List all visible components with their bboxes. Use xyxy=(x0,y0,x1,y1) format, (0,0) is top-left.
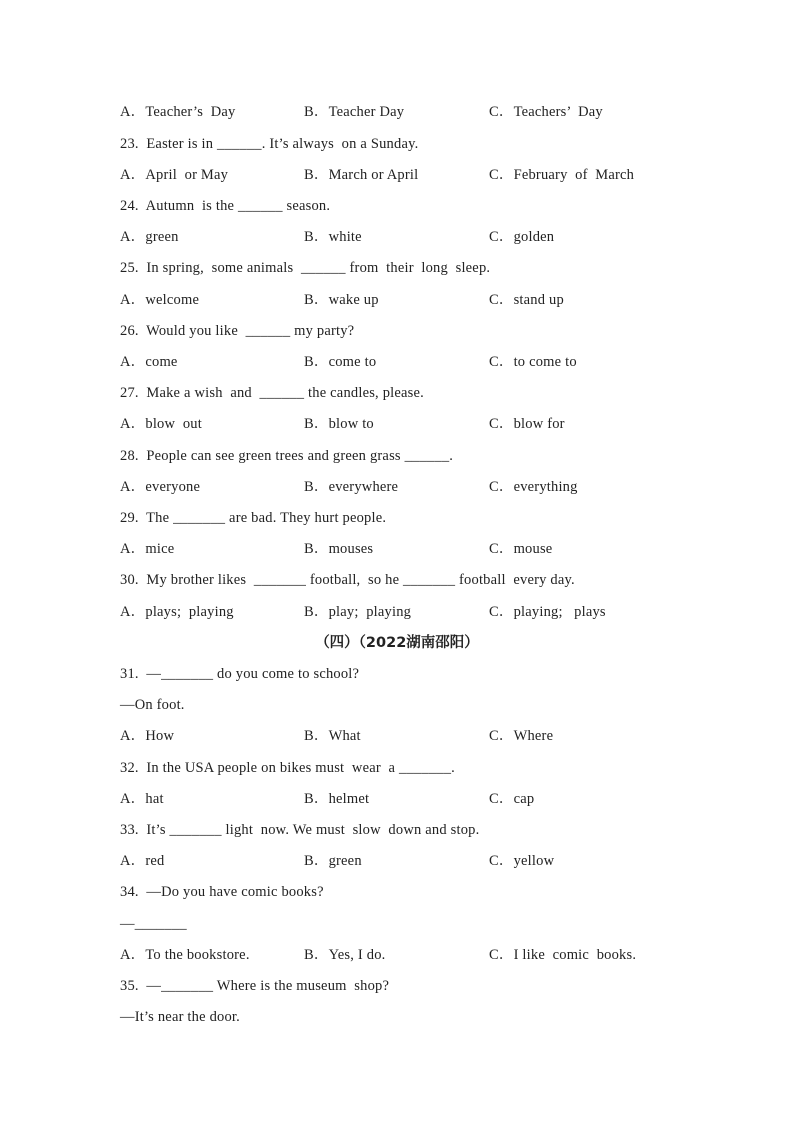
q28-option-a: A．everyone xyxy=(120,479,201,495)
q32-option-c: C．cap xyxy=(489,791,535,807)
q29-stem: 29. The _______ are bad. They hurt people. xyxy=(120,510,387,526)
q34-stem: 34. —Do you have comic books? xyxy=(120,884,324,900)
q35-reply: —It’s near the door. xyxy=(120,1009,240,1025)
q24-option-b: B．white xyxy=(304,229,362,245)
q30-stem: 30. My brother likes _______ football, so he _______ football every day. xyxy=(120,572,575,588)
q23-option-c: C．February of March xyxy=(489,167,635,183)
q25-option-c: C．stand up xyxy=(489,292,564,308)
q32-option-b: B．helmet xyxy=(304,791,370,807)
q29-option-c: C．mouse xyxy=(489,541,553,557)
q30-option-a: A．plays; playing xyxy=(120,604,234,620)
q25-option-b: B．wake up xyxy=(304,292,379,308)
q22-option-b: B．Teacher Day xyxy=(304,104,405,120)
q29-option-b: B．mouses xyxy=(304,541,374,557)
q27-option-c: C．blow for xyxy=(489,416,565,432)
q31-option-c: C．Where xyxy=(489,728,554,744)
section-title: （四）（2022湖南邵阳） xyxy=(315,635,479,651)
q22-option-a: A．Teacher’s Day xyxy=(120,104,236,120)
q34-reply: —_______ xyxy=(120,916,187,932)
q28-option-c: C．everything xyxy=(489,479,578,495)
q24-option-c: C．golden xyxy=(489,229,555,245)
q29-option-a: A．mice xyxy=(120,541,175,557)
q31-stem: 31. —_______ do you come to school? xyxy=(120,666,360,682)
q23-stem: 23. Easter is in ______. It’s always on a Sunday. xyxy=(120,136,419,152)
q26-stem: 26. Would you like ______ my party? xyxy=(120,323,355,339)
q33-stem: 33. It’s _______ light now. We must slow down and stop. xyxy=(120,822,480,838)
q27-option-b: B．blow to xyxy=(304,416,374,432)
q24-option-a: A．green xyxy=(120,229,179,245)
q25-stem: 25. In spring, some animals ______ from their long sleep. xyxy=(120,260,491,276)
q31-reply: —On foot. xyxy=(120,697,185,713)
q32-option-a: A．hat xyxy=(120,791,164,807)
q28-stem: 28. People can see green trees and green grass ______. xyxy=(120,448,454,464)
q32-stem: 32. In the USA people on bikes must wear a _______. xyxy=(120,760,455,776)
q35-stem: 35. —_______ Where is the museum shop? xyxy=(120,978,390,994)
q28-option-b: B．everywhere xyxy=(304,479,399,495)
q34-option-b: B．Yes, I do. xyxy=(304,947,386,963)
q22-option-c: C．Teachers’ Day xyxy=(489,104,603,120)
q30-option-b: B．play; playing xyxy=(304,604,412,620)
q23-option-b: B．March or April xyxy=(304,167,419,183)
q33-option-b: B．green xyxy=(304,853,362,869)
q26-option-a: A．come xyxy=(120,354,178,370)
q31-option-b: B．What xyxy=(304,728,361,744)
q33-option-a: A．red xyxy=(120,853,165,869)
q34-option-a: A．To the bookstore. xyxy=(120,947,250,963)
q25-option-a: A．welcome xyxy=(120,292,200,308)
q33-option-c: C．yellow xyxy=(489,853,555,869)
q34-option-c: C．I like comic books. xyxy=(489,947,637,963)
q27-option-a: A．blow out xyxy=(120,416,202,432)
q23-option-a: A．April or May xyxy=(120,167,229,183)
q26-option-b: B．come to xyxy=(304,354,377,370)
q27-stem: 27. Make a wish and ______ the candles, please. xyxy=(120,385,424,401)
q30-option-c: C．playing; plays xyxy=(489,604,606,620)
q31-option-a: A．How xyxy=(120,728,175,744)
q26-option-c: C．to come to xyxy=(489,354,577,370)
q24-stem: 24. Autumn is the ______ season. xyxy=(120,198,331,214)
